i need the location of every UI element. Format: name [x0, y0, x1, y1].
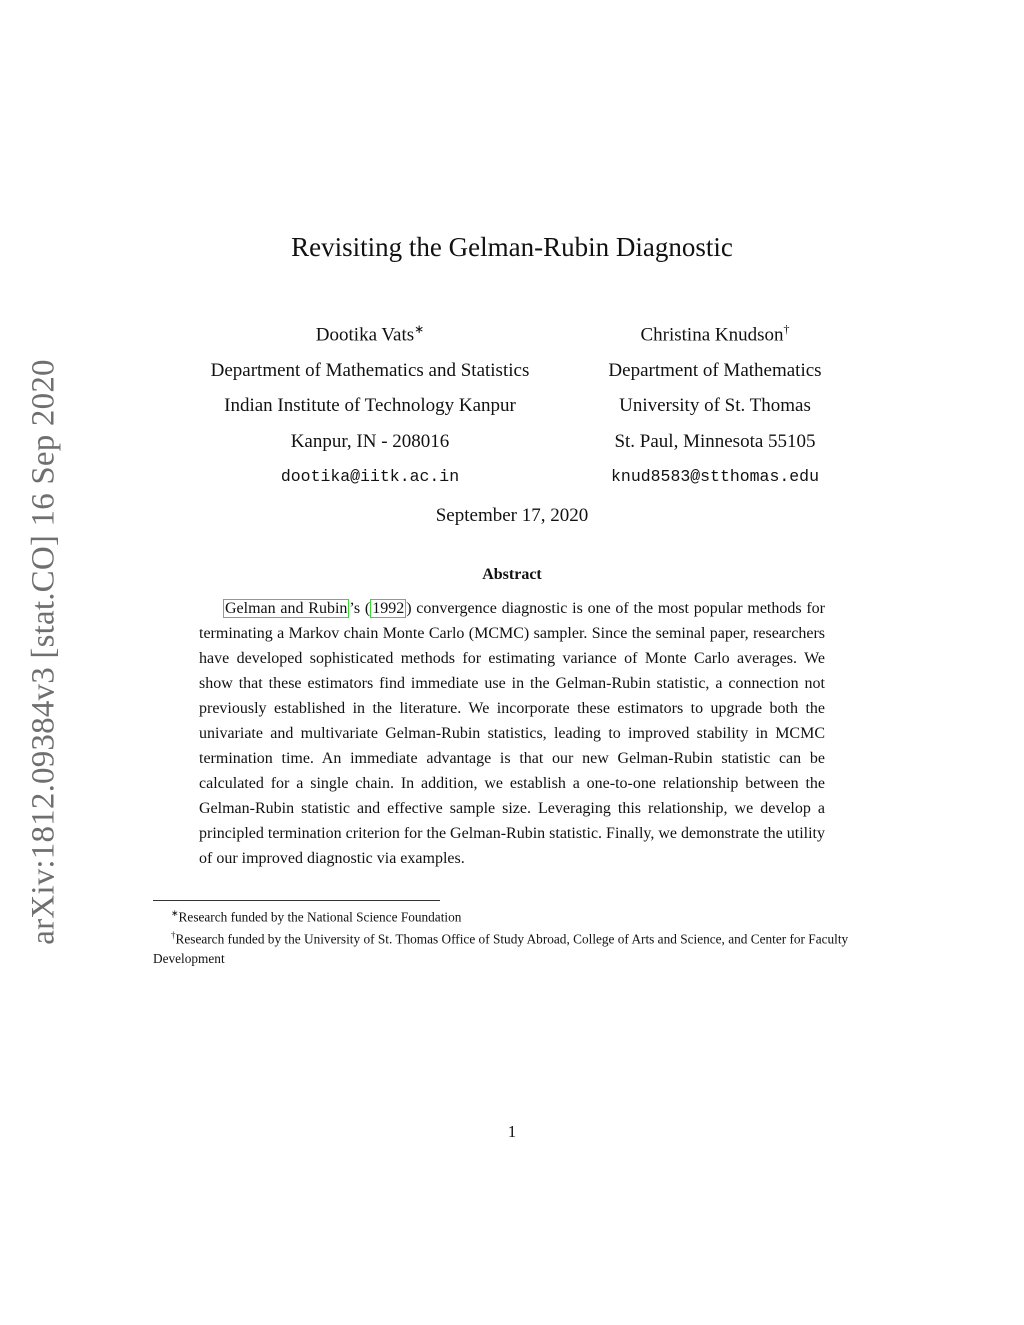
footnote-mark: † [171, 930, 176, 941]
author-name: Christina Knudson† [640, 322, 790, 346]
paper-title: Revisiting the Gelman-Rubin Diagnostic [291, 232, 733, 262]
abstract-fragment: ) convergence diagnostic is one of the most popular methods for terminating a Markov chain Monte Carlo (MCMC) sampler. Since the seminal paper, researchers have developed sophisticated methods for estimating variance of Monte Carlo averages. We show that these estimators find immediate use in the Gelman-Rubin statistic, a connection not previously established in the literature. We incorporate these estimators to upgrade both the univariate and multivariate Gelman-Rubin statistics, leading to improved stability in MCMC termination time. An immediate advantage is that our new Gelman-Rubin statistic can be calculated for a single chain. In addition, we establish a one-to-one relationship between the Gelman-Rubin statistic and effective sample size. Leveraging this relationship, we develop a principled termination criterion for the Gelman-Rubin statistic. Finally, we demonstrate the utility of our improved diagnostic via examples. [199, 600, 826, 867]
abstract-heading: Abstract [482, 566, 542, 583]
footnote-mark: † [783, 322, 790, 336]
author-location: St. Paul, Minnesota 55105 [614, 430, 816, 452]
author-institution: Indian Institute of Technology Kanpur [224, 395, 516, 417]
publication-date: September 17, 2020 [435, 505, 589, 526]
footnote-text: Research funded by the National Science Foundation [178, 909, 462, 925]
author-block-2 [575, 312, 855, 495]
page-number: 1 [507, 1122, 517, 1141]
author-department: Department of Mathematics [608, 359, 822, 381]
footnote-mark: ∗ [414, 322, 425, 336]
abstract-text [199, 596, 825, 871]
citation-link-authors[interactable]: Gelman and Rubin [225, 600, 348, 617]
arxiv-identifier-stamp: arXiv:1812.09384v3 [stat.CO] 16 Sep 2020 [25, 359, 62, 945]
footnotes [153, 904, 873, 968]
author-name: Dootika Vats∗ [315, 322, 425, 346]
author-block-1 [170, 312, 570, 495]
footnote-mark: ∗ [171, 908, 179, 918]
footnote-divider [153, 900, 440, 901]
author-department: Department of Mathematics and Statistics [210, 359, 530, 381]
author-institution: University of St. Thomas [619, 395, 811, 417]
footnote-2 [153, 926, 873, 967]
author-location: Kanpur, IN - 208016 [290, 430, 450, 452]
footnote-text: Research funded by the University of St. Thomas Office of Study Abroad, College of Arts and Science, and Center for Faculty Development [153, 931, 849, 966]
author-email: knud8583@stthomas.edu [611, 467, 819, 487]
author-email: dootika@iitk.ac.in [280, 467, 460, 487]
citation-link-year[interactable]: 1992 [372, 600, 405, 617]
footnote-1 [153, 904, 873, 926]
abstract-fragment: ’s ( [349, 600, 371, 617]
